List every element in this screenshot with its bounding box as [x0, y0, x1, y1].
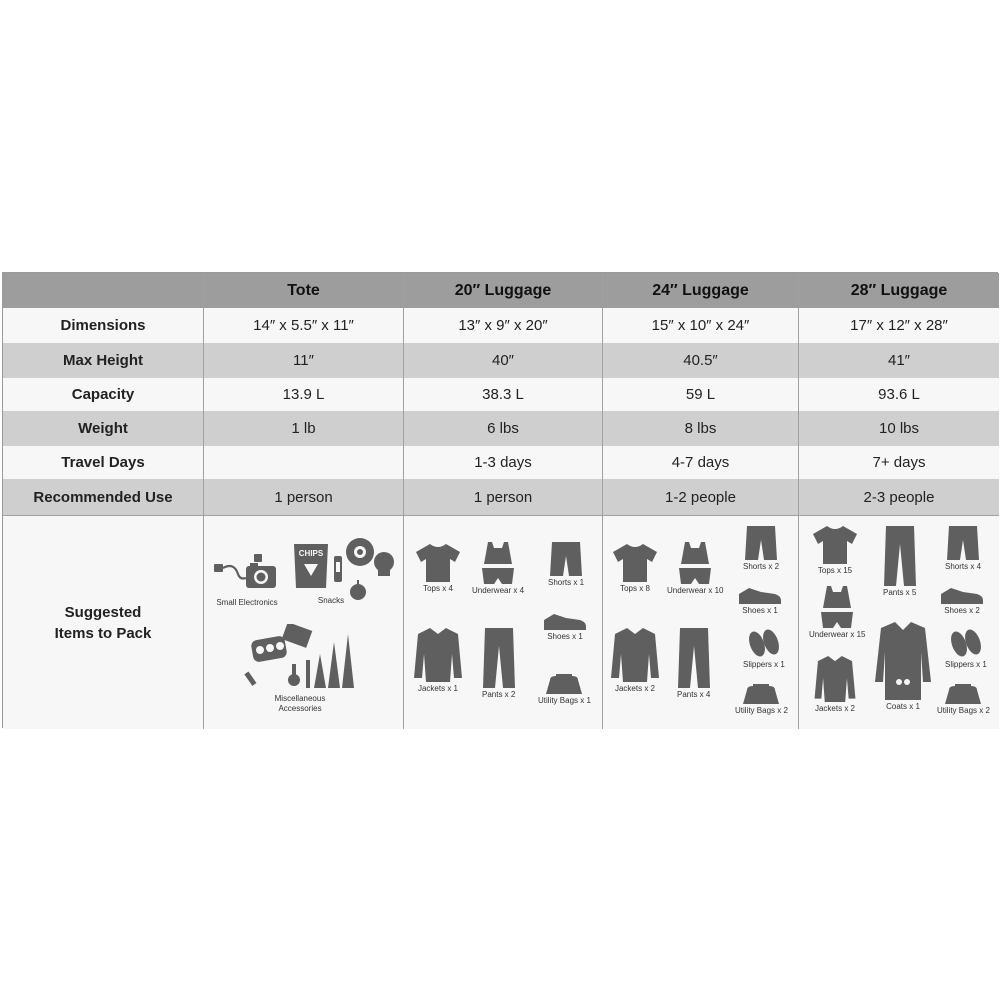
item-20-underwear [472, 542, 524, 596]
slippers-icon [747, 628, 781, 658]
caption-20-bags: Utility Bags x 1 [538, 696, 591, 705]
item-24-tops [613, 542, 657, 594]
item-small-electronics [212, 548, 282, 608]
item-28-shoes [941, 586, 983, 616]
utility-bag-icon [546, 674, 582, 694]
caption-snacks: Snacks [317, 596, 345, 605]
item-24-jackets [611, 628, 659, 694]
tshirt-icon [613, 542, 657, 582]
shorts-icon [550, 542, 582, 576]
row-label-weight: Weight [3, 411, 203, 446]
row-label-travel-days: Travel Days [3, 446, 203, 479]
item-24-underwear [667, 542, 723, 596]
row-label-dimensions: Dimensions [3, 308, 203, 343]
cell-weight-20: 6 lbs [403, 411, 602, 446]
accessories-icon [244, 624, 356, 692]
caption-28-shorts: Shorts x 4 [945, 562, 982, 571]
shorts-icon [947, 526, 979, 560]
item-24-pants [677, 628, 710, 700]
header-28-luggage: 28″ Luggage [798, 273, 999, 308]
cell-recommended-use-24: 1-2 people [602, 479, 798, 515]
caption-28-coats: Coats x 1 [886, 702, 920, 711]
cell-max-height-28: 41″ [798, 343, 999, 378]
caption-28-tops: Tops x 15 [817, 566, 853, 575]
tote-items-panel [203, 515, 403, 729]
cell-max-height-tote: 11″ [203, 343, 403, 378]
cell-dimensions-tote: 14″ x 5.5″ x 11″ [203, 308, 403, 343]
jacket-icon [811, 656, 859, 702]
item-misc-accessories [244, 624, 356, 714]
item-28-shorts [945, 526, 981, 572]
cell-dimensions-20: 13″ x 9″ x 20″ [403, 308, 602, 343]
header-corner [3, 273, 203, 308]
cell-capacity-tote: 13.9 L [203, 378, 403, 411]
cell-capacity-20: 38.3 L [403, 378, 602, 411]
jacket-icon [611, 628, 659, 682]
cell-recommended-use-20: 1 person [403, 479, 602, 515]
caption-28-underwear: Underwear x 15 [809, 630, 866, 639]
coat-icon [875, 622, 931, 700]
item-20-tops [416, 542, 460, 594]
caption-24-slippers: Slippers x 1 [743, 660, 785, 669]
item-20-shorts [548, 542, 584, 588]
luggage-20-items-panel [403, 515, 602, 729]
item-28-coats [875, 622, 931, 712]
tshirt-icon [416, 542, 460, 582]
item-20-pants [482, 628, 515, 700]
caption-28-pants: Pants x 5 [883, 588, 917, 597]
sneaker-icon [544, 612, 586, 630]
cell-dimensions-24: 15″ x 10″ x 24″ [602, 308, 798, 343]
caption-28-jackets: Jackets x 2 [814, 704, 855, 713]
caption-28-bags: Utility Bags x 2 [937, 706, 990, 715]
caption-24-tops: Tops x 8 [620, 584, 650, 593]
item-28-pants [883, 526, 916, 598]
cell-weight-24: 8 lbs [602, 411, 798, 446]
cell-travel-days-24: 4-7 days [602, 446, 798, 479]
caption-20-jackets: Jackets x 1 [417, 684, 458, 693]
cell-capacity-28: 93.6 L [798, 378, 999, 411]
caption-20-shoes: Shoes x 1 [547, 632, 583, 641]
caption-28-slippers: Slippers x 1 [945, 660, 987, 669]
underwear-icon [819, 586, 855, 628]
caption-misc-line1: Miscellaneous [274, 694, 326, 703]
shorts-icon [745, 526, 777, 560]
item-20-jackets [414, 628, 462, 694]
cell-dimensions-28: 17″ x 12″ x 28″ [798, 308, 999, 343]
cell-max-height-20: 40″ [403, 343, 602, 378]
cell-travel-days-tote [203, 446, 403, 479]
sneaker-icon [941, 586, 983, 604]
item-20-shoes [544, 612, 586, 642]
sneaker-icon [739, 586, 781, 604]
item-20-bags [538, 674, 591, 706]
header-tote: Tote [203, 273, 403, 308]
pants-icon [884, 526, 916, 586]
caption-misc-line2: Accessories [278, 704, 322, 713]
row-label-recommended-use: Recommended Use [3, 479, 203, 515]
item-28-slippers [945, 628, 987, 670]
suggested-label-line2: Items to Pack [54, 624, 152, 642]
cell-weight-tote: 1 lb [203, 411, 403, 446]
caption-24-jackets: Jackets x 2 [614, 684, 655, 693]
snacks-icon [292, 536, 400, 608]
row-label-suggested-items [3, 515, 203, 729]
cell-weight-28: 10 lbs [798, 411, 999, 446]
caption-24-bags: Utility Bags x 2 [735, 706, 788, 715]
cell-travel-days-20: 1-3 days [403, 446, 602, 479]
pants-icon [678, 628, 710, 688]
pants-icon [483, 628, 515, 688]
small-electronics-icon [212, 548, 282, 596]
luggage-28-items-panel [798, 515, 999, 729]
tshirt-icon [813, 524, 857, 564]
cell-travel-days-28: 7+ days [798, 446, 999, 479]
item-24-shorts [743, 526, 779, 572]
item-28-bags [937, 684, 990, 716]
suggested-label-line1: Suggested [64, 603, 142, 621]
item-24-shoes [739, 586, 781, 616]
row-label-capacity: Capacity [3, 378, 203, 411]
slippers-icon [949, 628, 983, 658]
chips-text: CHIPS [298, 549, 324, 558]
row-label-max-height: Max Height [3, 343, 203, 378]
caption-20-pants: Pants x 2 [482, 690, 516, 699]
caption-24-shoes: Shoes x 1 [742, 606, 778, 615]
cell-capacity-24: 59 L [602, 378, 798, 411]
item-snacks [292, 536, 400, 606]
luggage-24-items-panel [602, 515, 798, 729]
underwear-icon [677, 542, 713, 584]
caption-small-electronics: Small Electronics [216, 598, 278, 607]
cell-recommended-use-tote: 1 person [203, 479, 403, 515]
comparison-table [2, 272, 998, 728]
item-28-underwear [809, 586, 865, 640]
caption-20-tops: Tops x 4 [423, 584, 453, 593]
item-28-tops [813, 524, 857, 576]
caption-24-shorts: Shorts x 2 [743, 562, 780, 571]
underwear-icon [480, 542, 516, 584]
item-24-bags [735, 684, 788, 716]
header-20-luggage: 20″ Luggage [403, 273, 602, 308]
caption-24-pants: Pants x 4 [677, 690, 711, 699]
header-24-luggage: 24″ Luggage [602, 273, 798, 308]
caption-28-shoes: Shoes x 2 [944, 606, 980, 615]
jacket-icon [414, 628, 462, 682]
caption-20-shorts: Shorts x 1 [548, 578, 585, 587]
caption-20-underwear: Underwear x 4 [472, 586, 525, 595]
cell-recommended-use-28: 2-3 people [798, 479, 999, 515]
item-24-slippers [743, 628, 785, 670]
item-28-jackets [811, 656, 859, 714]
utility-bag-icon [945, 684, 981, 704]
utility-bag-icon [743, 684, 779, 704]
cell-max-height-24: 40.5″ [602, 343, 798, 378]
caption-24-underwear: Underwear x 10 [667, 586, 724, 595]
